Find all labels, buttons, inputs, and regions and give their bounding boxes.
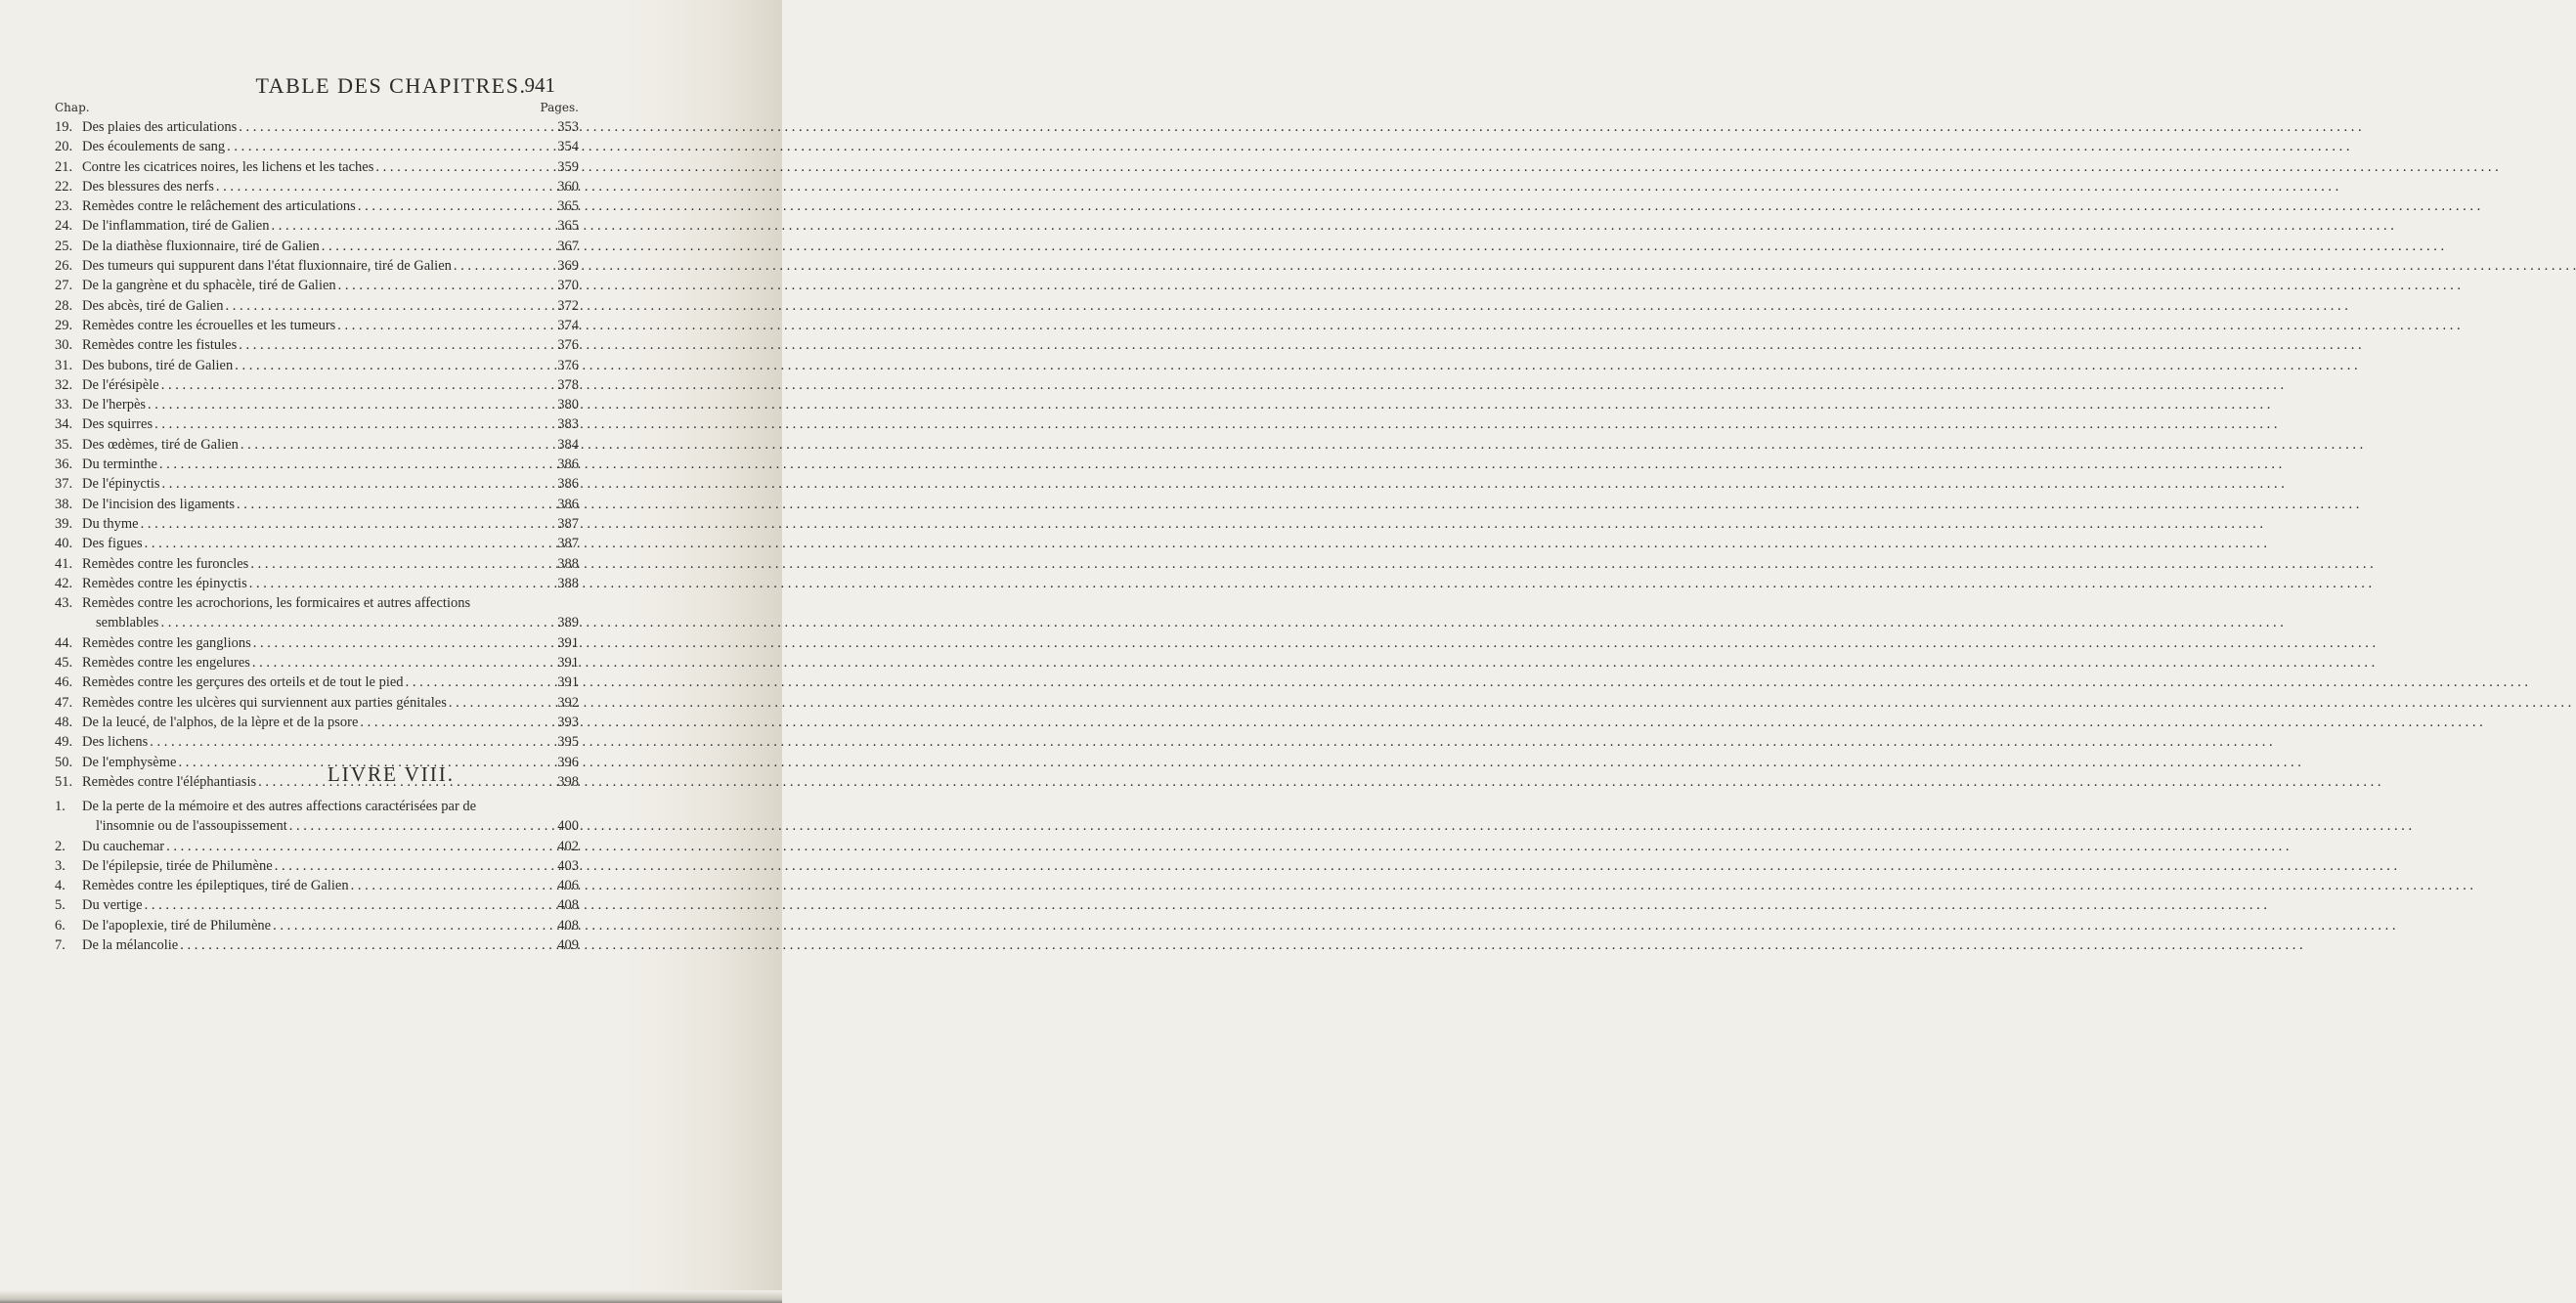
chapter-title: Des blessures des nerfs [82, 178, 214, 195]
page-reference: 369 [557, 258, 579, 275]
leader-dots [358, 196, 551, 216]
toc-entry [55, 474, 579, 494]
chapter-list-livre-viii [55, 797, 579, 955]
chapter-number: 19. [55, 119, 73, 135]
leader-dots [148, 395, 551, 414]
chapter-number: 31. [55, 357, 73, 373]
leader-dots [360, 713, 551, 732]
toc-entry [55, 613, 579, 632]
chapter-number: 22. [55, 178, 73, 195]
chapter-number: 39. [55, 515, 73, 532]
leader-dots [145, 895, 551, 915]
chapter-title: De l'herpès [82, 397, 147, 413]
page-reference: 398 [557, 773, 579, 790]
chapter-title: Remèdes contre les ganglions [82, 634, 251, 651]
toc-entry [55, 653, 579, 673]
chapter-title: Remèdes contre les épinyctis [82, 575, 247, 591]
chapter-title: Des tumeurs qui suppurent dans l'état fluxionnaire, tiré de Galien [82, 258, 452, 275]
chapter-title: Des bubons, tiré de Galien [82, 357, 234, 373]
chapter-number: 50. [55, 754, 73, 770]
chapter-title: Remèdes contre les engelures [82, 655, 250, 672]
page-reference: 408 [557, 917, 579, 934]
toc-entry [55, 137, 579, 156]
chapter-number: 45. [55, 655, 73, 672]
leader-dots [145, 534, 551, 553]
chapter-number: 29. [55, 317, 73, 333]
leader-dots [375, 157, 551, 177]
chapter-title: Des écoulements de sang [82, 139, 226, 155]
toc-entry [55, 216, 579, 236]
leader-dots [250, 554, 551, 574]
chapter-title: Des abcès, tiré de Galien [82, 297, 224, 314]
page-reference: 386 [557, 496, 579, 512]
column-chapter-label: Chap. [55, 101, 90, 114]
chapter-title: Du terminthe [82, 456, 157, 473]
running-header [0, 73, 782, 103]
chapter-number: 44. [55, 634, 73, 651]
toc-entry [55, 296, 579, 316]
chapter-title: De l'emphysème [82, 754, 177, 770]
page-reference: 391 [557, 634, 579, 651]
chapter-number: 40. [55, 536, 73, 552]
chapter-title: De l'épilepsie, tirée de Philumène [82, 857, 273, 874]
page-reference: 370 [557, 278, 579, 294]
leader-dots [275, 856, 551, 876]
page-reference: 380 [557, 397, 579, 413]
page-reference: 383 [557, 416, 579, 433]
toc-entry [55, 335, 579, 355]
page-reference: 365 [557, 218, 579, 235]
toc-entry [55, 732, 579, 752]
chapter-title: Remèdes contre les gerçures des orteils et de tout le pied [82, 674, 404, 691]
leader-dots [454, 256, 551, 276]
leader-dots [239, 117, 551, 137]
chapter-number: 7. [55, 937, 65, 954]
page-reference: 393 [557, 714, 579, 730]
chapter-title: De l'épinyctis [82, 476, 160, 493]
toc-entry [55, 117, 579, 137]
leader-dots [253, 633, 551, 653]
leader-dots [338, 276, 551, 295]
chapter-number: 28. [55, 297, 73, 314]
leader-dots [227, 137, 551, 156]
chapter-number: 5. [55, 897, 65, 914]
page-reference: 406 [557, 878, 579, 894]
chapter-list [55, 117, 579, 792]
chapter-title: Remèdes contre les écrouelles et les tumeurs [82, 317, 336, 333]
leader-dots [166, 837, 551, 856]
chapter-number: 38. [55, 496, 73, 512]
chapter-title: Du cauchemar [82, 838, 165, 854]
page-reference: 376 [557, 357, 579, 373]
leader-dots [322, 237, 551, 256]
chapter-number: 27. [55, 278, 73, 294]
chapter-number: 30. [55, 337, 73, 354]
page-reference: 367 [557, 238, 579, 254]
chapter-number: 33. [55, 397, 73, 413]
chapter-number: 49. [55, 734, 73, 751]
page-reference: 408 [557, 897, 579, 914]
toc-entry [55, 673, 579, 692]
chapter-title: Remèdes contre les fistules [82, 337, 238, 354]
page-reference: 374 [557, 317, 579, 333]
toc-entry [55, 633, 579, 653]
leader-dots [160, 613, 551, 632]
toc-entry [55, 797, 579, 816]
page-reference: 409 [557, 937, 579, 954]
page-reference: 403 [557, 857, 579, 874]
leader-dots [337, 316, 551, 335]
leader-dots [249, 574, 551, 593]
header-page-number: 941 [524, 73, 555, 97]
column-pages-label: Pages. [540, 101, 579, 114]
page-reference: 387 [557, 515, 579, 532]
column-headings [55, 101, 579, 118]
page-reference: 391 [557, 655, 579, 672]
page-reference: 388 [557, 575, 579, 591]
toc-entry [55, 895, 579, 915]
page-reference: 386 [557, 456, 579, 473]
chapter-title: Du thyme [82, 515, 139, 532]
toc-entry [55, 316, 579, 335]
page-reference: 387 [557, 536, 579, 552]
leader-dots [237, 495, 551, 514]
section-title: LIVRE VIII. [327, 762, 456, 786]
page-reference: 353 [557, 119, 579, 135]
chapter-number: 26. [55, 258, 73, 275]
chapter-title: De l'incision des ligaments [82, 496, 236, 512]
page-reference: 391 [557, 674, 579, 691]
chapter-number: 20. [55, 139, 73, 155]
chapter-title: Des plaies des articulations [82, 119, 238, 135]
page-reference: 360 [557, 178, 579, 195]
chapter-title: De l'inflammation, tiré de Galien [82, 218, 270, 235]
toc-entry [55, 593, 579, 613]
page-reference: 359 [557, 158, 579, 175]
chapter-title: De la mélancolie [82, 937, 179, 954]
page-edge-shadow [626, 0, 782, 1303]
leader-dots [252, 653, 551, 673]
leader-dots [289, 816, 551, 836]
toc-entry [55, 534, 579, 553]
leader-dots [141, 514, 551, 534]
chapter-title: Contre les cicatrices noires, les lichens et les taches [82, 158, 374, 175]
page-reference: 396 [557, 754, 579, 770]
toc-entry [55, 414, 579, 434]
chapter-number: 4. [55, 878, 65, 894]
toc-entry [55, 395, 579, 414]
toc-entry [55, 375, 579, 395]
page-bottom-edge [0, 1290, 782, 1303]
leader-dots [226, 296, 551, 316]
page-reference: 378 [557, 376, 579, 393]
chapter-number: 35. [55, 436, 73, 453]
leader-dots [154, 414, 551, 434]
toc-entry [55, 514, 579, 534]
chapter-number: 47. [55, 694, 73, 711]
header-title: TABLE DES CHAPITRES. [255, 73, 527, 98]
toc-entry [55, 435, 579, 455]
toc-entry [55, 276, 579, 295]
page-reference: 354 [557, 139, 579, 155]
page-reference: 384 [557, 436, 579, 453]
toc-entry [55, 935, 579, 955]
chapter-title: semblables [96, 615, 159, 631]
page-reference: 392 [557, 694, 579, 711]
chapter-title: Remèdes contre le relâchement des articulations [82, 198, 356, 215]
chapter-title: Remèdes contre les ulcères qui surviennent aux parties génitales [82, 694, 447, 711]
chapter-number: 36. [55, 456, 73, 473]
leader-dots [235, 356, 551, 375]
chapter-title: Remèdes contre les acrochorions, les formicaires et autres affections [82, 595, 471, 612]
chapter-title: Remèdes contre les furoncles [82, 555, 249, 572]
chapter-number: 23. [55, 198, 73, 215]
page-reference: 402 [557, 838, 579, 854]
page-reference: 386 [557, 476, 579, 493]
toc-entry [55, 816, 579, 836]
chapter-title: Des squirres [82, 416, 153, 433]
toc-entry [55, 237, 579, 256]
chapter-title: De la perte de la mémoire et des autres affections caractérisées par de [82, 799, 477, 814]
chapter-number: 2. [55, 838, 65, 854]
toc-entry [55, 837, 579, 856]
toc-entry [55, 157, 579, 177]
toc-entry [55, 916, 579, 935]
page-reference: 376 [557, 337, 579, 354]
chapter-title: Remèdes contre l'éléphantiasis [82, 773, 257, 790]
leader-dots [239, 335, 551, 355]
chapter-number: 37. [55, 476, 73, 493]
leader-dots [449, 693, 551, 713]
chapter-title: Des œdèmes, tiré de Galien [82, 436, 239, 453]
chapter-number: 24. [55, 218, 73, 235]
toc-entry [55, 196, 579, 216]
page-reference: 388 [557, 555, 579, 572]
page-reference: 389 [557, 615, 579, 631]
toc-entry [55, 356, 579, 375]
chapter-title: Des lichens [82, 734, 149, 751]
chapter-title: De l'érésipèle [82, 376, 159, 393]
toc-entry [55, 455, 579, 474]
toc-entry [55, 856, 579, 876]
book-page [0, 0, 782, 1303]
chapter-number: 6. [55, 917, 65, 934]
page-reference: 372 [557, 297, 579, 314]
chapter-title: De l'apoplexie, tiré de Philumène [82, 917, 272, 934]
toc-entry [55, 574, 579, 593]
leader-dots [159, 455, 551, 474]
chapter-title: Du vertige [82, 897, 143, 914]
leader-dots [406, 673, 551, 692]
chapter-number: 1. [55, 799, 65, 814]
chapter-number: 42. [55, 575, 73, 591]
chapter-number: 34. [55, 416, 73, 433]
chapter-number: 3. [55, 857, 65, 874]
leader-dots [180, 935, 551, 955]
toc-entry [55, 876, 579, 895]
leader-dots [162, 474, 551, 494]
leader-dots [161, 375, 551, 395]
chapter-title: Remèdes contre les épileptiques, tiré de Galien [82, 878, 349, 894]
chapter-number: 51. [55, 773, 73, 790]
chapter-number: 48. [55, 714, 73, 730]
page-reference: 365 [557, 198, 579, 215]
toc-entry [55, 554, 579, 574]
leader-dots [273, 916, 551, 935]
leader-dots [351, 876, 551, 895]
toc-entry [55, 177, 579, 196]
chapter-title: De la gangrène et du sphacèle, tiré de Galien [82, 278, 336, 294]
chapter-number: 32. [55, 376, 73, 393]
chapter-number: 41. [55, 555, 73, 572]
toc-entry [55, 495, 579, 514]
leader-dots [216, 177, 551, 196]
chapter-title: De la leucé, de l'alphos, de la lèpre et de la psore [82, 714, 359, 730]
leader-dots [271, 216, 551, 236]
chapter-title: Des figues [82, 536, 143, 552]
page-reference: 395 [557, 734, 579, 751]
leader-dots [150, 732, 551, 752]
page-reference: 400 [557, 818, 579, 835]
toc-entry [55, 693, 579, 713]
leader-dots [240, 435, 551, 455]
toc-entry [55, 256, 579, 276]
chapter-number: 21. [55, 158, 73, 175]
chapter-number: 46. [55, 674, 73, 691]
chapter-number: 43. [55, 595, 73, 612]
chapter-title: De la diathèse fluxionnaire, tiré de Galien [82, 238, 320, 254]
toc-entry [55, 713, 579, 732]
chapter-title: l'insomnie ou de l'assoupissement [96, 818, 287, 835]
chapter-number: 25. [55, 238, 73, 254]
